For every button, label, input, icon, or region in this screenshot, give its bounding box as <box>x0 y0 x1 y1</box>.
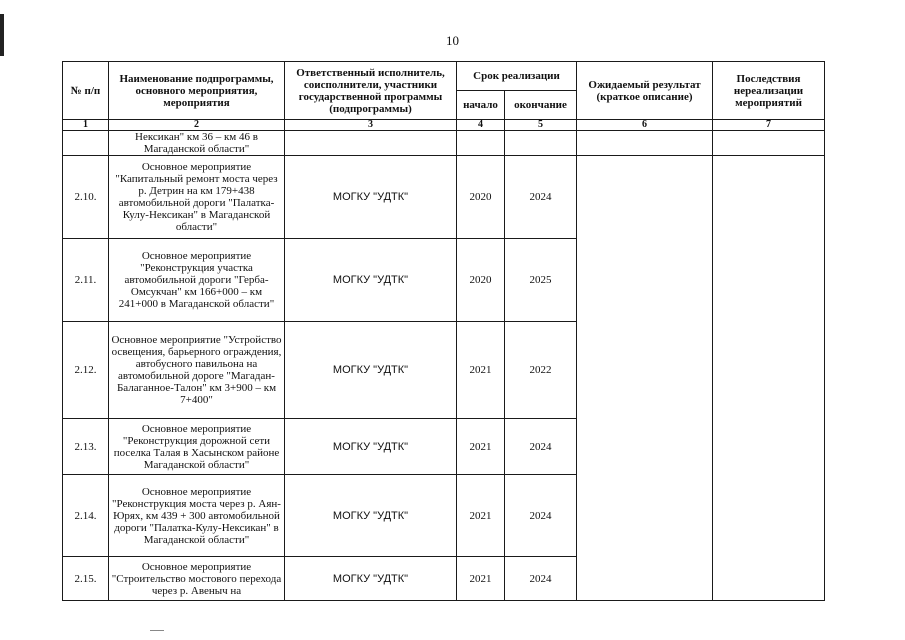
column-number-4: 4 <box>457 120 505 131</box>
row-start <box>457 131 505 156</box>
header-start: начало <box>457 91 505 120</box>
row-end: 2024 <box>505 419 577 475</box>
row-executor: МОГКУ "УДТК" <box>285 322 457 419</box>
header-executor: Ответственный исполнитель, соисполнители, участники государственной программы (подпрограммы) <box>285 62 457 120</box>
scan-artifact-dash <box>150 630 164 631</box>
row-start: 2021 <box>457 419 505 475</box>
column-number-2: 2 <box>109 120 285 131</box>
column-number-6: 6 <box>577 120 713 131</box>
row-start: 2021 <box>457 557 505 601</box>
header-period: Срок реализации <box>457 62 577 91</box>
row-executor: МОГКУ "УДТК" <box>285 239 457 322</box>
row-executor: МОГКУ "УДТК" <box>285 557 457 601</box>
consequences-cell <box>713 156 825 601</box>
row-executor: МОГКУ "УДТК" <box>285 156 457 239</box>
row-code: 2.14. <box>63 475 109 557</box>
row-end: 2022 <box>505 322 577 419</box>
row-name: Основное мероприятие "Строительство мостового перехода через р. Авеныч на <box>109 557 285 601</box>
row-code <box>63 131 109 156</box>
row-end: 2024 <box>505 557 577 601</box>
table-row <box>63 156 825 239</box>
row-executor: МОГКУ "УДТК" <box>285 419 457 475</box>
header-num: № п/п <box>63 62 109 120</box>
row-start: 2021 <box>457 475 505 557</box>
result-cell <box>577 131 713 156</box>
row-start: 2020 <box>457 239 505 322</box>
row-name: Основное мероприятие "Реконструкция участка автомобильной дороги "Герба-Омсукчан" км 166+000 – км 241+000 в Магаданской области" <box>109 239 285 322</box>
column-number-1: 1 <box>63 120 109 131</box>
row-start: 2021 <box>457 322 505 419</box>
row-name: Основное мероприятие "Устройство освещения, барьерного ограждения, автобусного павильона на автомобильной дороге "Магадан-Балаганное-Талон" км 3+900 – км 7+400" <box>109 322 285 419</box>
row-code: 2.12. <box>63 322 109 419</box>
row-code: 2.15. <box>63 557 109 601</box>
result-cell <box>577 156 713 601</box>
row-code: 2.10. <box>63 156 109 239</box>
page-number: 10 <box>446 33 459 48</box>
header-consequences: Последствия нереализации мероприятий <box>713 62 825 120</box>
row-end <box>505 131 577 156</box>
column-number-3: 3 <box>285 120 457 131</box>
row-end: 2024 <box>505 475 577 557</box>
header-name: Наименование подпрограммы, основного мероприятия, мероприятия <box>109 62 285 120</box>
row-name: Основное мероприятие "Реконструкция моста через р. Аян-Юрях, км 439 + 300 автомобильной дороги "Палатка-Кулу-Нексикан" в Магаданской области" <box>109 475 285 557</box>
row-name: Основное мероприятие "Реконструкция дорожной сети поселка Талая в Хасынском районе Магаданской области" <box>109 419 285 475</box>
consequences-cell <box>713 131 825 156</box>
program-table <box>62 61 825 601</box>
row-end: 2025 <box>505 239 577 322</box>
row-name: Основное мероприятие "Капитальный ремонт моста через р. Детрин на км 179+438 автомобильной дороги "Палатка-Кулу-Нексикан" в Магаданской области" <box>109 156 285 239</box>
row-executor: МОГКУ "УДТК" <box>285 475 457 557</box>
header-result: Ожидаемый результат (краткое описание) <box>577 62 713 120</box>
row-executor <box>285 131 457 156</box>
row-name: Нексикан" км 36 – км 46 в Магаданской области" <box>109 131 285 156</box>
row-end: 2024 <box>505 156 577 239</box>
row-code: 2.11. <box>63 239 109 322</box>
column-number-7: 7 <box>713 120 825 131</box>
row-code: 2.13. <box>63 419 109 475</box>
table-row-continuation <box>63 131 825 156</box>
header-end: окончание <box>505 91 577 120</box>
column-number-5: 5 <box>505 120 577 131</box>
row-start: 2020 <box>457 156 505 239</box>
